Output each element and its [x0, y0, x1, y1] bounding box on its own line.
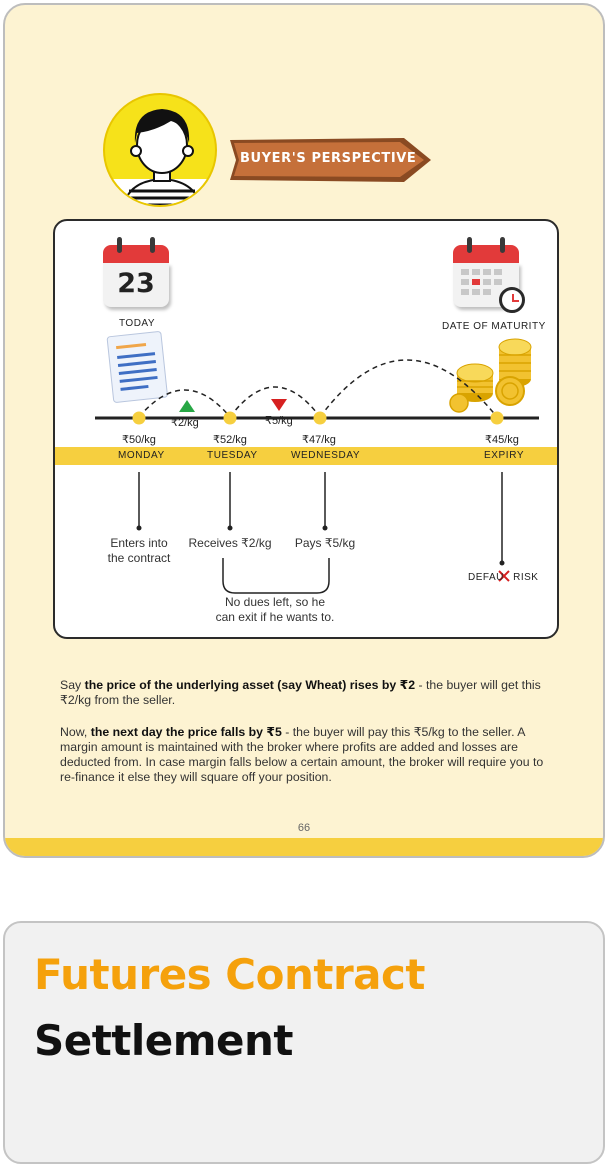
price-expiry: ₹45/kg	[485, 434, 519, 446]
paragraph-price-rise: Say the price of the underlying asset (say Wheat) rises by ₹2 - the buyer will get this ₹2/kg from the seller.	[60, 678, 541, 707]
maturity-label: DATE OF MATURITY	[442, 321, 546, 332]
page-bottom-band	[5, 838, 603, 856]
event-tuesday: Receives ₹2/kg	[188, 536, 272, 550]
event-monday: Enters into the contract	[107, 536, 171, 565]
fall-arrow-icon	[271, 399, 287, 411]
title-line-1: Futures Contract	[34, 950, 425, 999]
rise-arrow-icon	[179, 400, 195, 412]
fall-amount: ₹5/kg	[265, 415, 293, 427]
day-expiry: EXPIRY	[484, 450, 525, 461]
paragraph-price-fall: Now, the next day the price falls by ₹5 - the buyer will pay this ₹5/kg to the seller. A margin amount is maintained with the broker where profits are added and losses are deducted from. In case margin falls below a certain amount, the broker will require you to re-finance it else they will square off your position.	[60, 725, 544, 784]
page-number: 66	[297, 822, 311, 834]
banner-label: BUYER'S PERSPECTIVE	[240, 151, 417, 166]
day-wednesday: WEDNESDAY	[291, 450, 361, 461]
day-monday: MONDAY	[118, 450, 165, 461]
exit-note: No dues left, so he can exit if he wants to.	[215, 595, 335, 624]
calendar-date: 23	[117, 268, 155, 299]
coins-icon	[450, 339, 531, 412]
rise-amount: ₹2/kg	[171, 417, 199, 429]
title-line-2: Settlement	[34, 1016, 293, 1065]
buyer-person-icon	[105, 95, 217, 207]
day-tuesday: TUESDAY	[207, 450, 258, 461]
contract-document-icon	[107, 331, 168, 402]
buyer-avatar	[103, 93, 217, 207]
price-monday: ₹50/kg	[122, 434, 156, 446]
default-risk-label: DEFAU RISK	[468, 572, 539, 583]
today-label: TODAY	[119, 318, 156, 329]
price-tuesday: ₹52/kg	[213, 434, 247, 446]
event-wednesday: Pays ₹5/kg	[294, 536, 356, 550]
price-wednesday: ₹47/kg	[302, 434, 336, 446]
timeline-diagram	[53, 219, 559, 639]
